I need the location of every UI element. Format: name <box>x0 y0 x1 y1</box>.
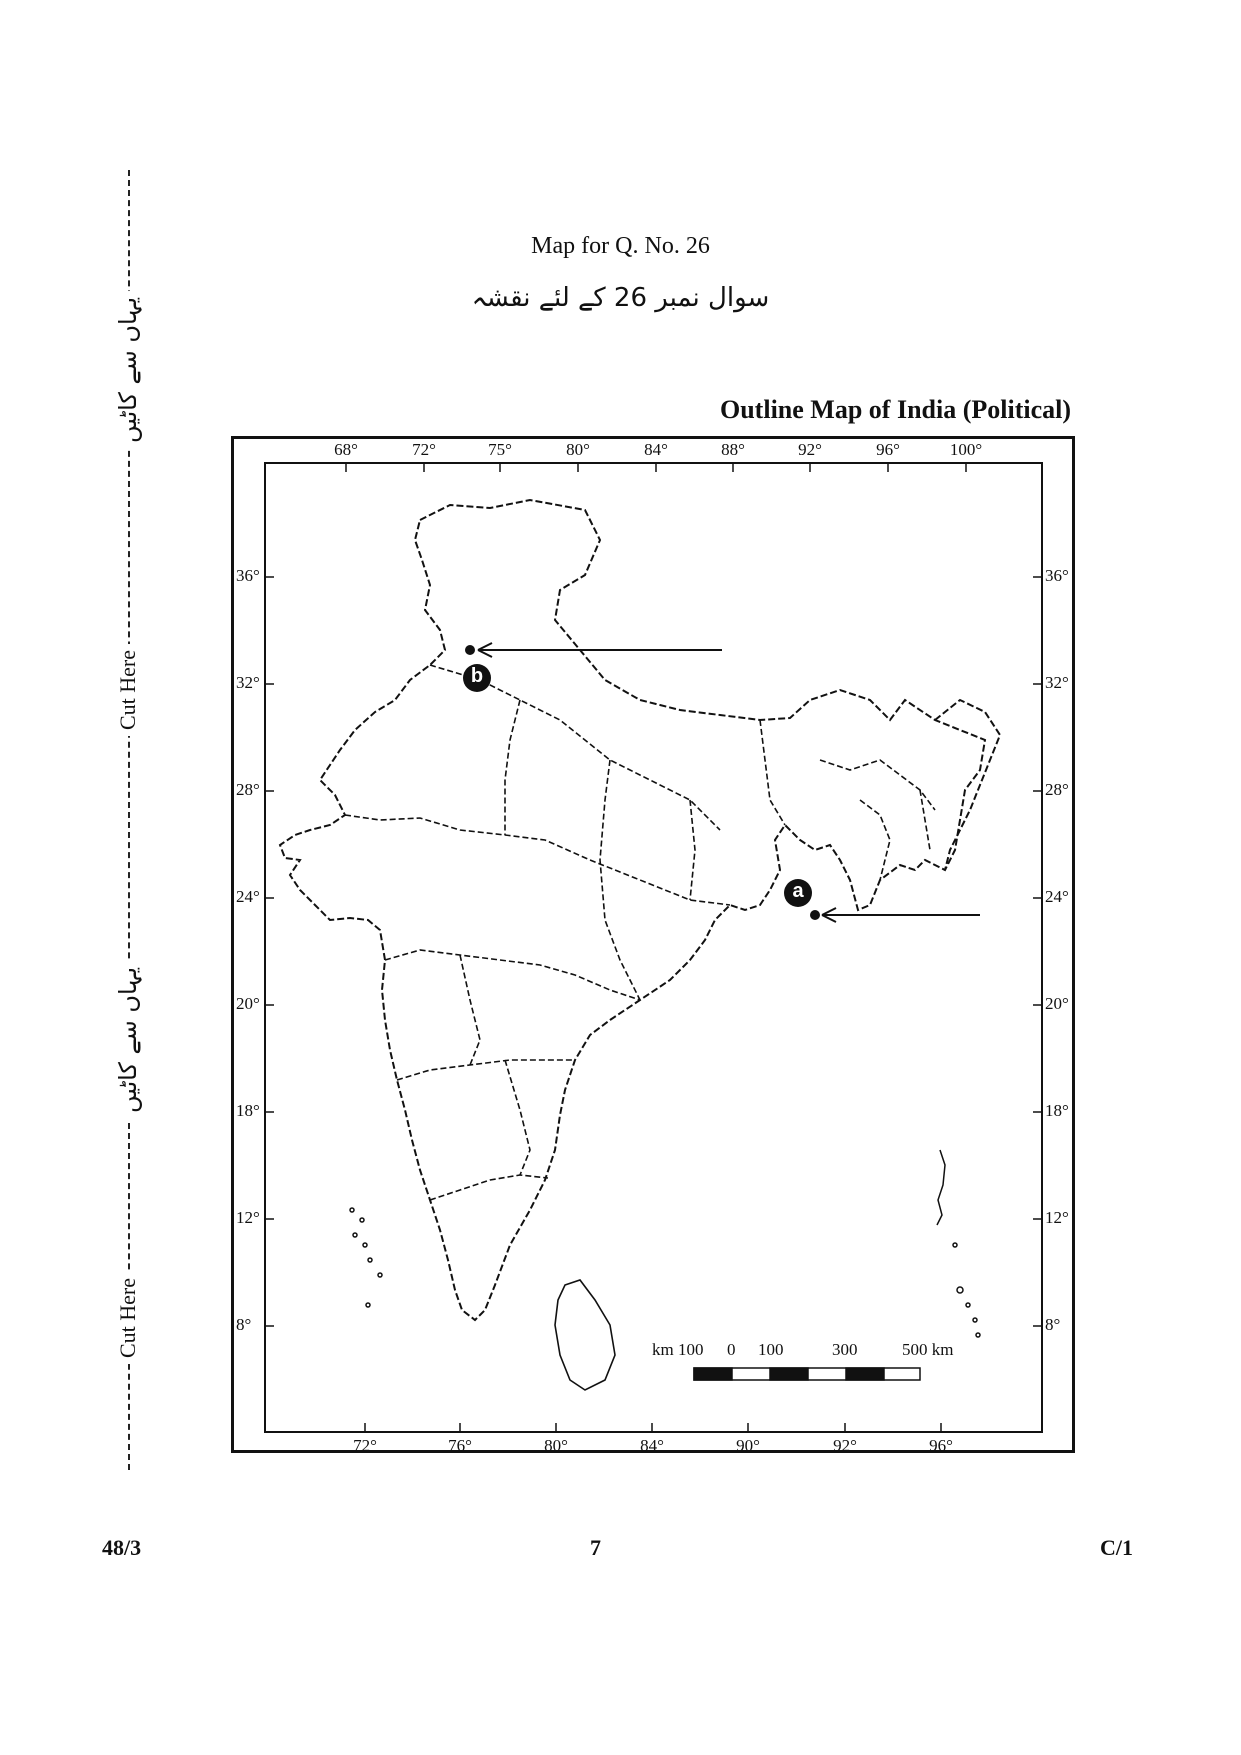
scale-label: km 100 <box>652 1340 704 1359</box>
left-latitude-label: 36° <box>236 566 260 585</box>
top-longitude-label: 96° <box>876 440 900 459</box>
scale-label: 500 km <box>902 1340 954 1359</box>
page-number: 7 <box>590 1535 601 1560</box>
right-latitude-label: 24° <box>1045 887 1069 906</box>
scale-label: 300 <box>832 1340 858 1359</box>
bottom-longitude-label: 84° <box>640 1436 664 1455</box>
marker-a-dot <box>810 910 820 920</box>
map-for-question-urdu: سوال نمبر 26 کے لئے نقشہ <box>471 283 770 313</box>
left-latitude-label: 18° <box>236 1101 260 1120</box>
right-latitude-label: 18° <box>1045 1101 1069 1120</box>
map-for-question-title: Map for Q. No. 26 <box>531 233 710 259</box>
bottom-longitude-label: 96° <box>929 1436 953 1455</box>
left-latitude-label: 12° <box>236 1208 260 1227</box>
frame-ticks <box>264 462 1043 1433</box>
top-longitude-label: 72° <box>412 440 436 459</box>
bottom-longitude-label: 92° <box>833 1436 857 1455</box>
right-latitude-label: 20° <box>1045 994 1069 1013</box>
marker-b-label: b <box>470 665 484 687</box>
lakshadweep-islands <box>350 1208 382 1307</box>
outline-map-title: Outline Map of India (Political) <box>720 395 1071 424</box>
bottom-longitude-label: 76° <box>448 1436 472 1455</box>
left-latitude-label: 20° <box>236 994 260 1013</box>
northeast-border <box>935 700 1000 870</box>
india-border <box>280 500 985 1320</box>
top-longitude-label: 80° <box>566 440 590 459</box>
right-latitude-label: 28° <box>1045 780 1069 799</box>
sri-lanka-outline <box>555 1280 615 1390</box>
top-longitude-label: 92° <box>798 440 822 459</box>
cut-urdu-middle: یہاں سے کاٹیں <box>114 961 142 1119</box>
set-code: C/1 <box>1100 1535 1133 1560</box>
andaman-nicobar-islands <box>937 1150 980 1337</box>
left-latitude-label: 32° <box>236 673 260 692</box>
cut-here-top: Cut Here <box>115 644 141 736</box>
top-longitude-label: 84° <box>644 440 668 459</box>
bottom-longitude-label: 80° <box>544 1436 568 1455</box>
right-latitude-label: 36° <box>1045 566 1069 585</box>
left-latitude-label: 8° <box>236 1315 252 1334</box>
paper-code: 48/3 <box>102 1535 142 1560</box>
marker-b-dot <box>465 645 475 655</box>
cut-urdu-top: یہاں سے کاٹیں <box>114 291 142 449</box>
bottom-longitude-label: 90° <box>736 1436 760 1455</box>
right-latitude-label: 8° <box>1045 1315 1061 1334</box>
cut-here-bottom: Cut Here <box>115 1272 141 1364</box>
top-longitude-label: 100° <box>949 440 983 459</box>
scale-bar <box>694 1368 920 1380</box>
left-latitude-label: 24° <box>236 887 260 906</box>
right-latitude-label: 12° <box>1045 1208 1069 1227</box>
bottom-longitude-label: 72° <box>353 1436 377 1455</box>
top-longitude-label: 88° <box>721 440 745 459</box>
top-longitude-label: 68° <box>334 440 358 459</box>
scale-label: 100 <box>758 1340 784 1359</box>
scale-label: 0 <box>727 1340 736 1359</box>
top-longitude-label: 75° <box>488 440 512 459</box>
marker-a-label: a <box>792 880 804 902</box>
right-latitude-label: 32° <box>1045 673 1069 692</box>
left-latitude-label: 28° <box>236 780 260 799</box>
